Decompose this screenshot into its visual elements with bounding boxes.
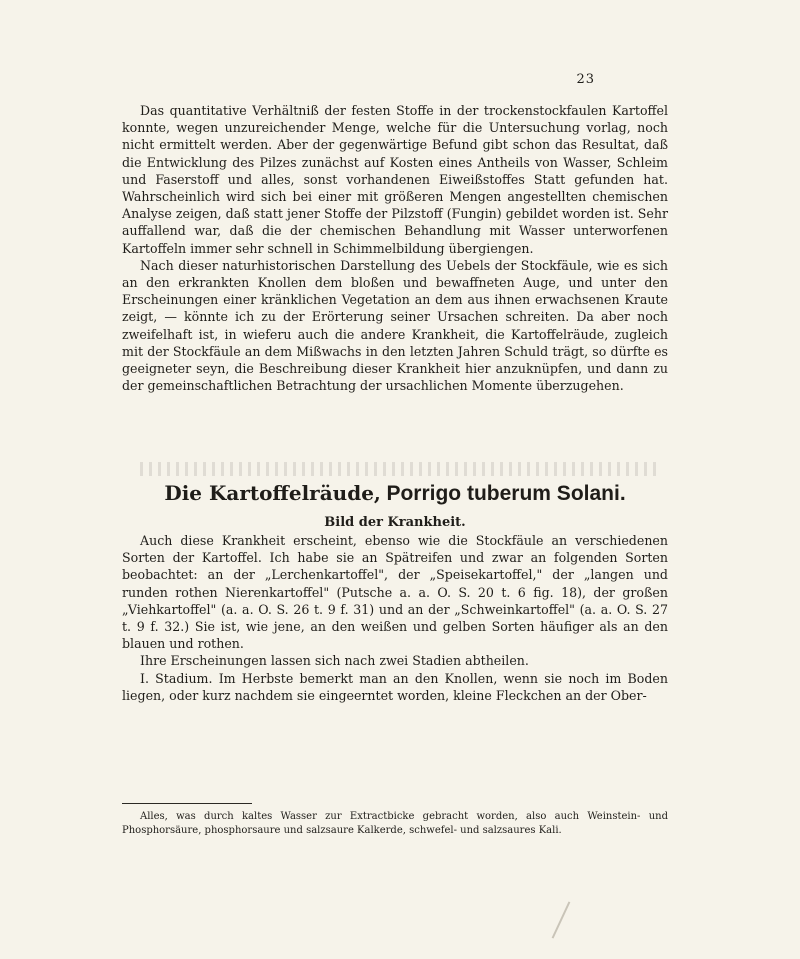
paragraph: Ihre Erscheinungen lassen sich nach zwei Stadien abtheilen. (140, 653, 529, 669)
section-heading (122, 481, 668, 506)
footnote-rule (122, 803, 252, 804)
body-text (122, 102, 668, 394)
body-text-section (122, 532, 668, 704)
paragraph: I. Stadium. Im Herbste bemerkt man an den Knollen, wenn sie noch im Boden liegen, oder kurz nachdem sie eingeerntet worden, kleine Fleckchen an der Ober- (122, 670, 668, 703)
footnote: Alles, was durch kaltes Wasser zur Extractbicke gebracht worden, also auch Weinstein- und Phosphorsäure, phosphorsaure und salzsaure Kalkerde, schwefel- und salzsaures Kali. (122, 811, 668, 836)
paper-mark (552, 901, 571, 938)
paragraph: Das quantitative Verhältniß der festen Stoffe in der trockenstockfaulen Kartoffel konnte, wegen unzureichender Menge, welche für die Untersuchung vorlag, noch nicht ermittelt werden. Aber der gegenwärtige Befund gibt schon das Resultat, daß die Entwicklung des Pilzes zunächst auf Kosten eines Antheils von Wasser, Schleim und Faserstoff und alles, sonst vorhandenen Eiweißstoffes Statt gefunden hat. Wahrscheinlich wird sich bei einer mit größeren Mengen angestellten chemischen Analyse zeigen, daß statt jener Stoffe der Pilzstoff (Fungin) gebildet worden ist. Sehr auffallend war, daß die der chemischen Behandlung mit Wasser unterworfenen Kartoffeln immer sehr schnell in Schimmelbildung übergiengen. (122, 103, 668, 256)
heading-fraktur: Die Kartoffelräude, (164, 481, 381, 505)
paragraph: Auch diese Krankheit erscheint, ebenso wie die Stockfäule an verschiedenen Sorten der Kartoffel. Ich habe sie an Spätreifen und zwar an folgenden Sorten beobachtet: an der „Lerchenkartoffel", der „Speisekartoffel," der „langen und runden rothen Nierenkartoffel" (Putsche a. a. O. S. 20 t. 6 fig. 18), der großen „Viehkartoffel" (a. a. O. S. 26 t. 9 f. 31) und an der „Schweinkartoffel" (a. a. O. S. 27 t. 9 f. 32.) Sie ist, wie jene, an den weißen und gelben Sorten häufiger als an den blauen und rothen. (122, 533, 668, 652)
page-number: 23 (576, 72, 595, 87)
subheading: Bild der Krankheit. (324, 515, 466, 530)
paragraph: Nach dieser naturhistorischen Darstellung des Uebels der Stockfäule, wie es sich an den erkrankten Knollen dem bloßen und bewaffneten Auge, und unter den Erscheinungen einer kränklichen Vegetation an dem aus ihnen erwachsenen Kraute zeigt, — könnte ich zu der Erörterung seiner Ursachen schreiten. Da aber noch zweifelhaft ist, in wieferu auch die andere Krankheit, die Kartoffelräude, zugleich mit der Stockfäule an dem Mißwachs in den letzten Jahren Schuld trägt, so dürfte es geeigneter seyn, die Beschreibung dieser Krankheit hier anzuknüpfen, und dann zu der gemeinschaftlichen Betrachtung der ursachlichen Momente überzugehen. (122, 257, 668, 394)
heading-latin: Porrigo tuberum Solani. (386, 482, 626, 505)
bleed-through-texture (140, 462, 660, 476)
